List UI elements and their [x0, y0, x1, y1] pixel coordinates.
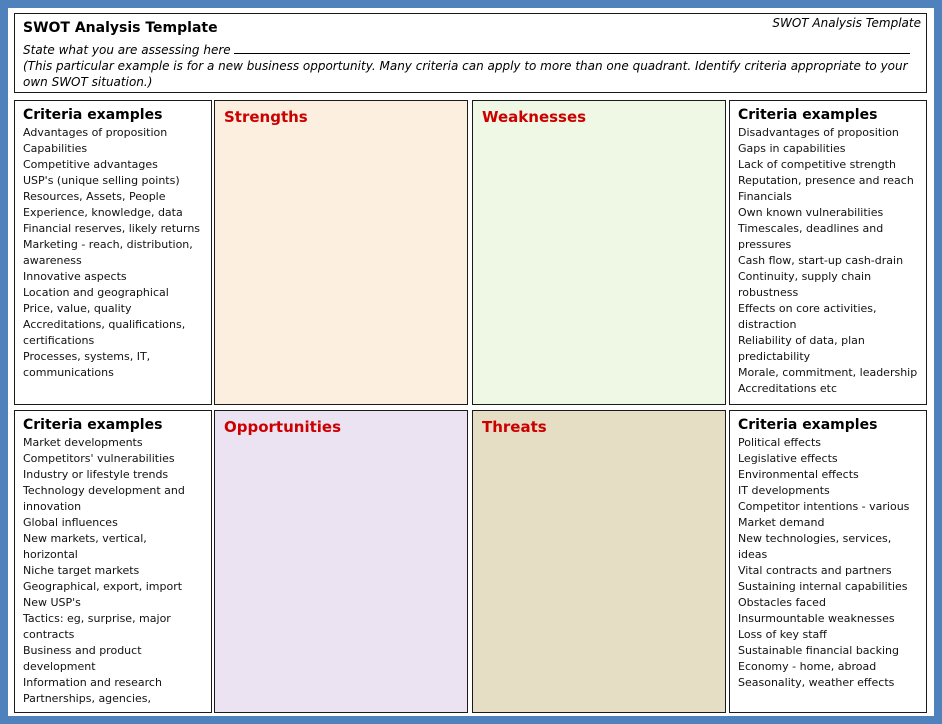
criteria-item: Loss of key staff	[738, 628, 827, 641]
criteria-list	[23, 435, 203, 707]
criteria-item: Global influences	[23, 516, 118, 529]
criteria-item: Own known vulnerabilities	[738, 206, 884, 219]
criteria-item: certifications	[23, 334, 95, 347]
criteria-item: innovation	[23, 500, 82, 513]
criteria-item: Market developments	[23, 436, 143, 449]
criteria-item: Timescales, deadlines and	[738, 222, 884, 235]
criteria-item: Market demand	[738, 516, 825, 529]
criteria-list	[738, 435, 918, 691]
criteria-item: Accreditations, qualifications,	[23, 318, 186, 331]
criteria-item: USP's (unique selling points)	[23, 174, 180, 187]
criteria-item: awareness	[23, 254, 82, 267]
criteria-item: Advantages of proposition	[23, 126, 168, 139]
criteria-item: Business and product	[23, 644, 142, 657]
criteria-item: Marketing - reach, distribution,	[23, 238, 193, 251]
criteria-item: contracts	[23, 628, 75, 641]
weaknesses-heading: Weaknesses	[482, 108, 587, 126]
corner-title: SWOT Analysis Template	[772, 16, 921, 30]
criteria-item: Reputation, presence and reach	[738, 174, 914, 187]
criteria-item: Reliability of data, plan	[738, 334, 865, 347]
criteria-item: Political effects	[738, 436, 821, 449]
criteria-item: Resources, Assets, People	[23, 190, 166, 203]
strengths-quadrant[interactable]	[214, 100, 468, 405]
criteria-item: Processes, systems, IT,	[23, 350, 151, 363]
header-note: (This particular example is for a new business opportunity. Many criteria can apply to more than one quadrant. Identify criteria appropriate to your own SWOT situation.)	[23, 59, 908, 89]
criteria-box-opportunities	[14, 410, 212, 713]
criteria-heading: Criteria examples	[23, 417, 163, 433]
criteria-item: Innovative aspects	[23, 270, 127, 283]
criteria-item: communications	[23, 366, 114, 379]
threats-quadrant[interactable]	[472, 410, 726, 713]
criteria-item: Sustaining internal capabilities	[738, 580, 908, 593]
criteria-item: Technology development and	[23, 484, 185, 497]
criteria-item: Price, value, quality	[23, 302, 132, 315]
criteria-item: distraction	[738, 318, 797, 331]
criteria-heading: Criteria examples	[738, 417, 878, 433]
criteria-item: New technologies, services, ideas	[738, 532, 892, 561]
criteria-item: pressures	[738, 238, 792, 251]
criteria-item: Accreditations etc	[738, 382, 837, 395]
criteria-item: robustness	[738, 286, 799, 299]
criteria-item: Tactics: eg, surprise, major	[23, 612, 171, 625]
criteria-item: Sustainable financial backing	[738, 644, 899, 657]
criteria-item: New markets, vertical, horizontal	[23, 532, 147, 561]
criteria-item: Morale, commitment, leadership	[738, 366, 918, 379]
threats-heading: Threats	[482, 418, 547, 436]
assessing-blank-field[interactable]	[234, 41, 910, 54]
criteria-item: Location and geographical	[23, 286, 169, 299]
assessing-label: State what you are assessing here	[23, 43, 231, 57]
criteria-box-strengths	[14, 100, 212, 405]
criteria-item: Obstacles faced	[738, 596, 826, 609]
criteria-box-weaknesses	[729, 100, 927, 405]
criteria-item: Partnerships, agencies,	[23, 692, 152, 705]
criteria-item: Financial reserves, likely returns	[23, 222, 201, 235]
criteria-item: Geographical, export, import	[23, 580, 183, 593]
criteria-item: Continuity, supply chain	[738, 270, 872, 283]
strengths-heading: Strengths	[224, 108, 308, 126]
criteria-item: development	[23, 660, 96, 673]
criteria-item: Effects on core activities,	[738, 302, 877, 315]
criteria-item: Cash flow, start-up cash-drain	[738, 254, 904, 267]
assessing-line	[23, 41, 910, 57]
criteria-item: Environmental effects	[738, 468, 859, 481]
criteria-item: Competitor intentions - various	[738, 500, 910, 513]
criteria-item: Disadvantages of proposition	[738, 126, 899, 139]
criteria-box-threats	[729, 410, 927, 713]
criteria-item: Lack of competitive strength	[738, 158, 896, 171]
header-panel	[14, 13, 927, 93]
criteria-item: Niche target markets	[23, 564, 140, 577]
criteria-item: Experience, knowledge, data	[23, 206, 183, 219]
page-title: SWOT Analysis Template	[23, 20, 218, 36]
criteria-item: New USP's	[23, 596, 81, 609]
criteria-item: Gaps in capabilities	[738, 142, 846, 155]
opportunities-quadrant[interactable]	[214, 410, 468, 713]
criteria-item: Financials	[738, 190, 792, 203]
criteria-item: Information and research	[23, 676, 162, 689]
criteria-item: Seasonality, weather effects	[738, 676, 895, 689]
criteria-item: Competitive advantages	[23, 158, 158, 171]
criteria-list	[738, 125, 918, 397]
criteria-item: Capabilities	[23, 142, 88, 155]
criteria-heading: Criteria examples	[738, 107, 878, 123]
criteria-item: Legislative effects	[738, 452, 838, 465]
opportunities-heading: Opportunities	[224, 418, 342, 436]
criteria-item: Competitors' vulnerabilities	[23, 452, 175, 465]
criteria-item: IT developments	[738, 484, 830, 497]
criteria-item: predictability	[738, 350, 811, 363]
criteria-heading: Criteria examples	[23, 107, 163, 123]
criteria-item: Economy - home, abroad	[738, 660, 877, 673]
criteria-item: Industry or lifestyle trends	[23, 468, 169, 481]
criteria-list	[23, 125, 203, 381]
criteria-item: Vital contracts and partners	[738, 564, 892, 577]
weaknesses-quadrant[interactable]	[472, 100, 726, 405]
criteria-item: Insurmountable weaknesses	[738, 612, 895, 625]
